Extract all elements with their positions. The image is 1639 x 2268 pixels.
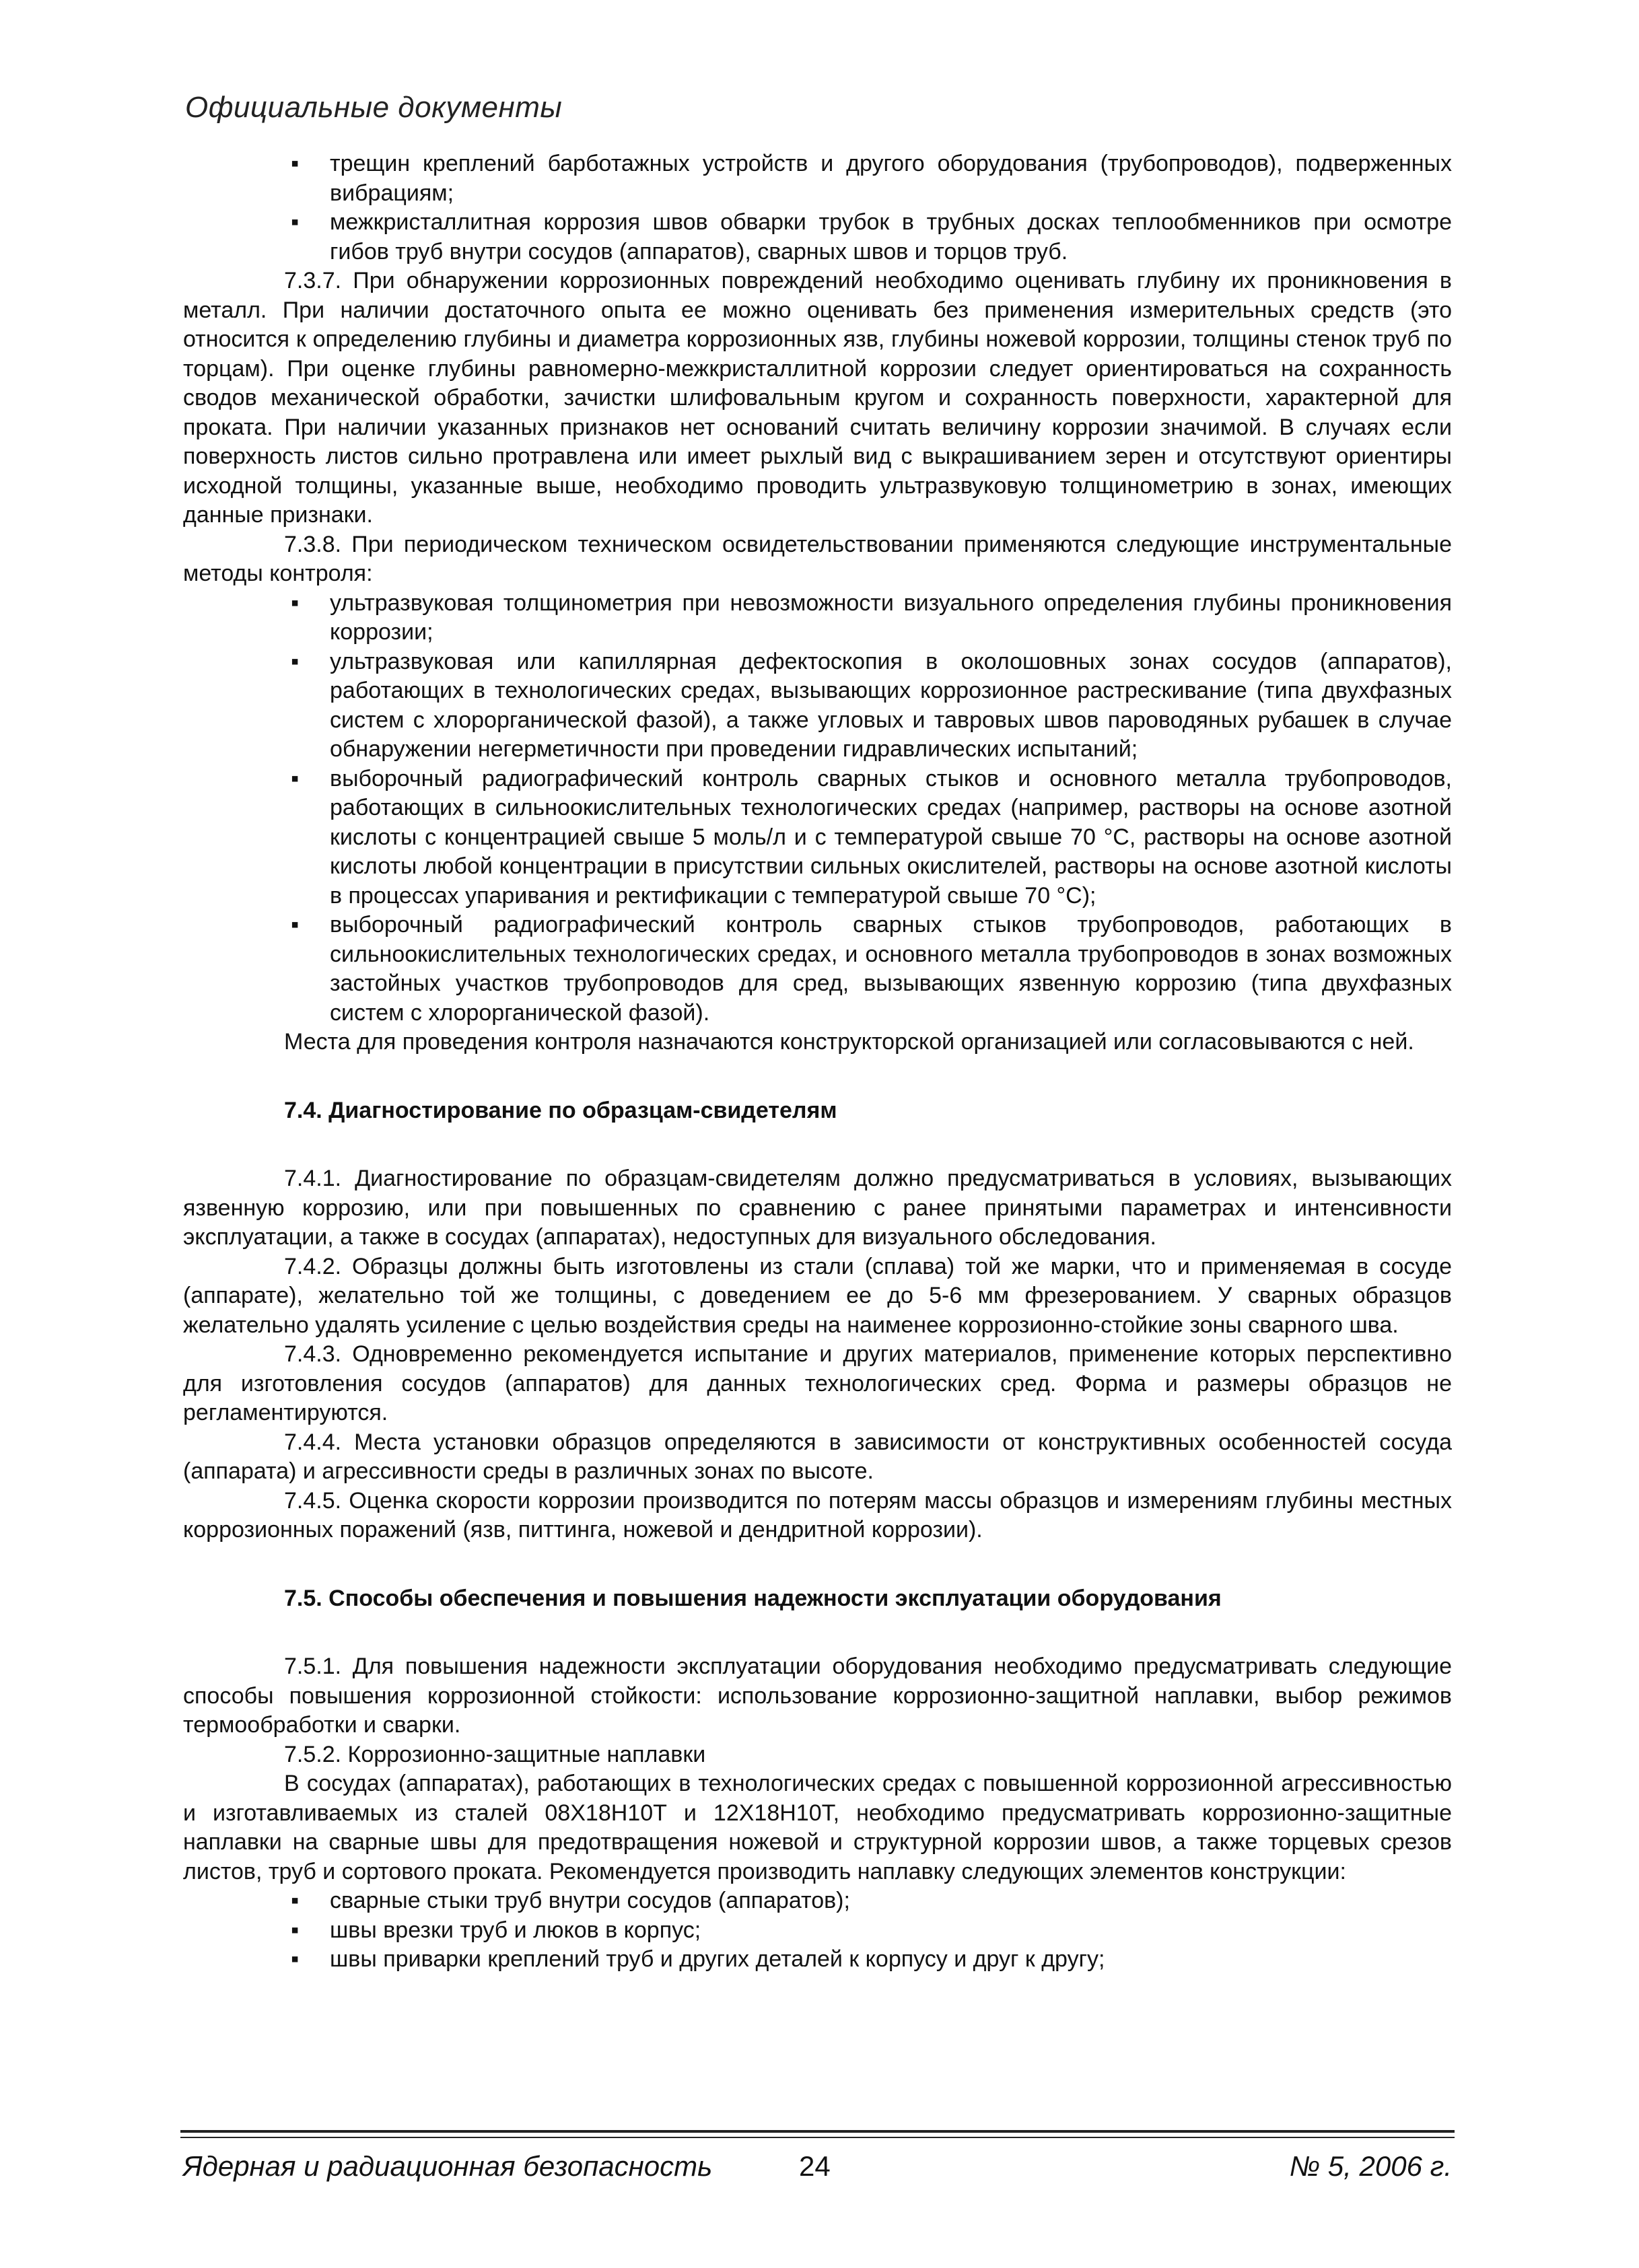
paragraph-7-4-1: 7.4.1. Диагностирование по образцам-свидетелям должно предусматриваться в условиях, вызывающих язвенную коррозию, или при повышенных по сравнению с ранее принятыми параметрах и интенсивности эксплуатации, а также в сосудах (аппаратах), недоступных для визуального обследования. <box>183 1166 1452 1250</box>
bullet-icon: ▪ <box>291 1888 300 1913</box>
footer-divider <box>180 2130 1455 2138</box>
paragraph-control-places: Места для проведения контроля назначаются конструкторской организацией или согласовываются с ней. <box>284 1029 1414 1055</box>
paragraph-7-5-2: В сосудах (аппаратах), работающих в технологических средах с повышенной коррозионной агрессивностью и изготавливаемых из сталей 08Х18Н10Т и 12Х18Н10Т, необходимо предусматривать коррозионно-защитные наплавки на сварные швы для предотвращения ножевой и структурной коррозии швов, а также торцевых срезов листов, труб и сортового проката. Рекомендуется производить наплавку следующих элементов конструкции: <box>183 1771 1452 1884</box>
bullet-icon: ▪ <box>291 209 300 235</box>
paragraph-7-4-4: 7.4.4. Места установки образцов определяются в зависимости от конструктивных особенностей сосуда (аппарата) и агрессивности среды в различных зонах по высоте. <box>183 1429 1452 1484</box>
list-item: ▪ выборочный радиографический контроль сварных стыков трубопроводов, работающих в сильноокислительных технологических средах, и основного металла трубопроводов в зонах возможных застойных участков трубопроводов для сред, вызывающих язвенную коррозию (типа двухфазных систем с хлорорганической фазой). <box>291 912 1452 1026</box>
paragraph-7-4-3: 7.4.3. Одновременно рекомендуется испытание и других материалов, применение которых перспективно для изготовления сосудов (аппаратов) для данных технологических сред. Форма и размеры образцов не регламентируются. <box>183 1341 1452 1425</box>
list-item: ▪ межкристаллитная коррозия швов обварки трубок в трубных досках теплообменников при осмотре гибов труб внутри сосудов (аппаратов), сварных швов и торцов труб. <box>291 209 1452 264</box>
paragraph-7-4-2: 7.4.2. Образцы должны быть изготовлены из стали (сплава) той же марки, что и применяемая в сосуде (аппарате), желательно той же толщины, с доведением ее до 5-6 мм фрезерованием. У сварных образцов желательно удалять усиление с целью воздействия среды на наименее коррозионно-стойкие зоны сварного шва. <box>183 1253 1452 1338</box>
paragraph-7-5-2-title: 7.5.2. Коррозионно-защитные наплавки <box>284 1741 706 1767</box>
list-item: ▪ сварные стыки труб внутри сосудов (аппаратов); <box>183 1886 1452 1916</box>
list-item: ▪ швы врезки труб и люков в корпус; <box>183 1916 1452 1946</box>
bullet-icon: ▪ <box>291 912 300 937</box>
paragraph-7-3-7: 7.3.7. При обнаружении коррозионных повреждений необходимо оценивать глубину их проникновения в металл. При наличии достаточного опыта ее можно оценивать без применения измерительных средств (это относится к определению глубины и диаметра коррозионных язв, глубины ножевой коррозии, толщины стенок труб по торцам). При оценке глубины равномерно-межкристаллитной коррозии следует ориентироваться на сохранность сводов механической обработки, зачистки шлифовальным кругом и сохранность поверхности, характерной для проката. При наличии указанных признаков нет оснований считать величину коррозии значимой. В случаях если поверхность листов сильно протравлена или имеет рыхлый вид с выкрашиванием зерен и отсутствуют ориентиры исходной толщины, указанные выше, необходимо проводить ультразвуковую толщинометрию в зонах, имеющих данные признаки. <box>183 268 1452 528</box>
list-item: ▪ швы приварки креплений труб и других деталей к корпусу и друг к другу; <box>183 1945 1452 1975</box>
list-item: ▪ выборочный радиографический контроль сварных стыков и основного металла трубопроводов, работающих в сильноокислительных технологических средах (например, растворы на основе азотной кислоты с концентрацией свыше 5 моль/л и с температурой свыше 70 °С, растворы на основе азотной кислоты любой концентрации в присутствии сильных окислителей, растворы на основе азотной кислоты в процессах упаривания и ректификации с температурой свыше 70 °С); <box>291 765 1452 909</box>
bullet-icon: ▪ <box>291 1917 300 1943</box>
bullet-icon: ▪ <box>291 151 300 176</box>
paragraph-7-3-8: 7.3.8. При периодическом техническом освидетельствовании применяются следующие инструментальные методы контроля: <box>183 531 1452 586</box>
issue-info: № 5, 2006 г. <box>1289 2150 1452 2182</box>
main-text <box>183 149 1452 1975</box>
page-number: 24 <box>799 2150 831 2182</box>
list-item: ▪ ультразвуковая толщинометрия при невозможности визуального определения глубины проникновения коррозии; <box>291 590 1452 645</box>
list-item: ▪ трещин креплений барботажных устройств и другого оборудования (трубопроводов), подверженных вибрациям; <box>291 151 1452 206</box>
bullet-icon: ▪ <box>291 765 300 791</box>
bullet-icon: ▪ <box>291 648 300 674</box>
bullet-icon: ▪ <box>291 590 300 616</box>
section-heading-7-5: 7.5. Способы обеспечения и повышения надежности эксплуатации оборудования <box>284 1585 1222 1611</box>
paragraph-7-5-1: 7.5.1. Для повышения надежности эксплуатации оборудования необходимо предусматривать следующие способы повышения коррозионной стойкости: использование коррозионно-защитной наплавки, выбор режимов термообработки и сварки. <box>183 1654 1452 1738</box>
section-heading-7-4: 7.4. Диагностирование по образцам-свидетелям <box>284 1097 837 1123</box>
list-item: ▪ ультразвуковая или капиллярная дефектоскопия в околошовных зонах сосудов (аппаратов), работающих в технологических средах, вызывающих коррозионное растрескивание (типа двухфазных систем с хлорорганической фазой), а также угловых и тавровых швов пароводяных рубашек в случае обнаружении негерметичности при проведении гидравлических испытаний; <box>291 648 1452 762</box>
paragraph-7-4-5: 7.4.5. Оценка скорости коррозии производится по потерям массы образцов и измерениям глубины местных коррозионных поражений (язв, питтинга, ножевой и дендритной коррозии). <box>183 1487 1452 1543</box>
journal-name: Ядерная и радиационная безопасность <box>183 2150 713 2182</box>
bullet-icon: ▪ <box>291 1946 300 1972</box>
running-header: Официальные документы <box>185 91 563 124</box>
